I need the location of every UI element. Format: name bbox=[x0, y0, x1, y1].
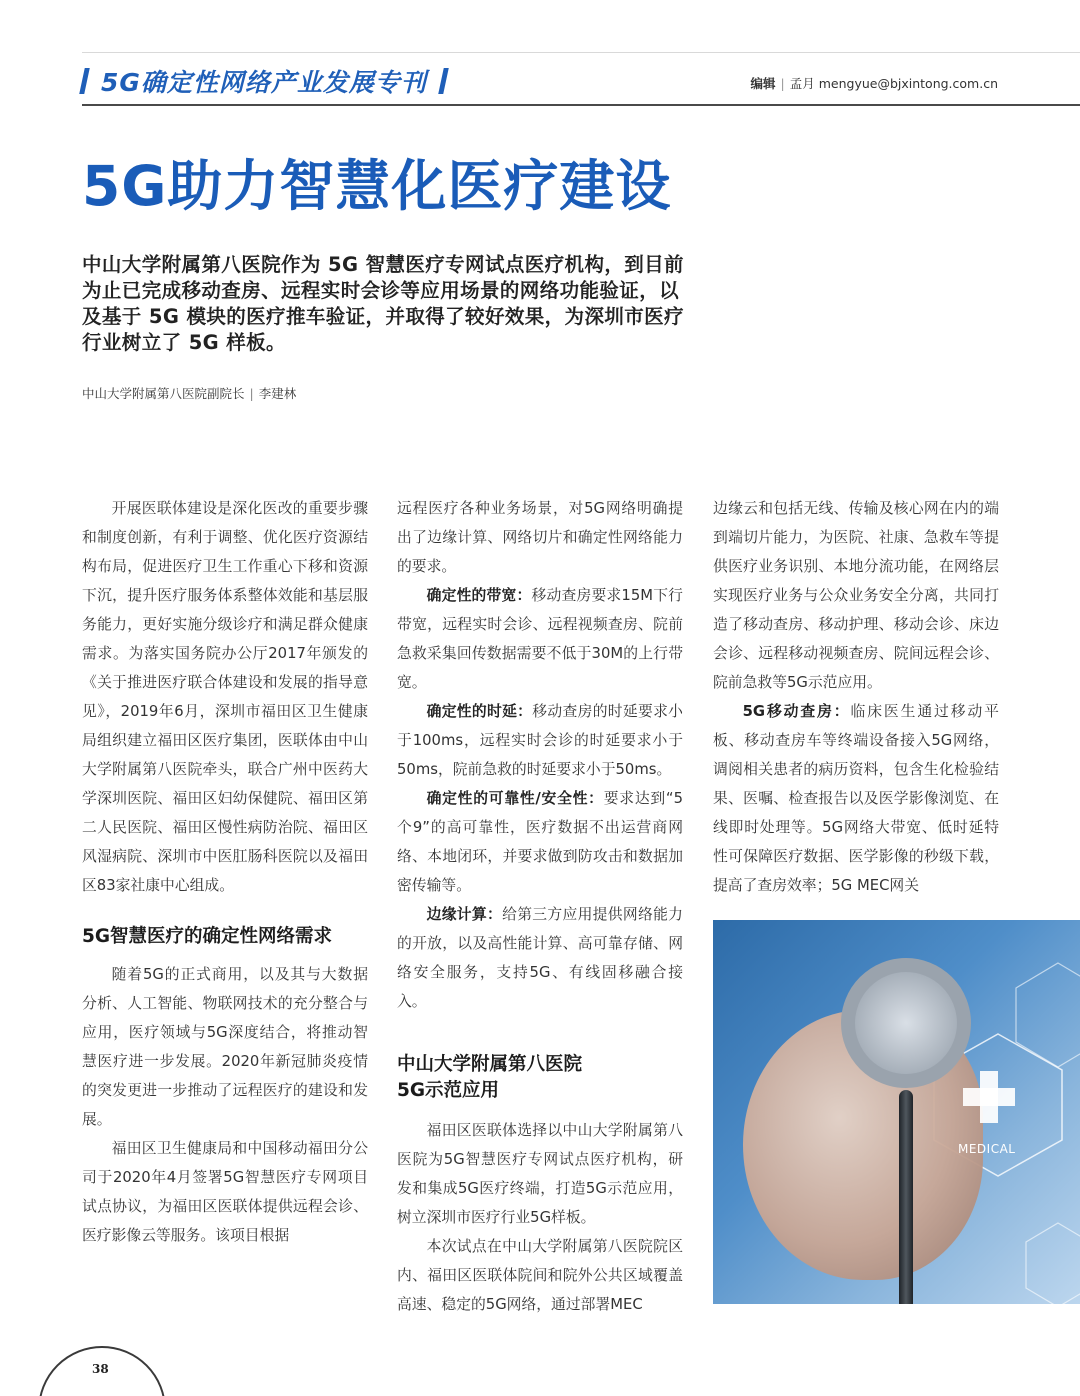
byline-role: 中山大学附属第八医院副院长 bbox=[82, 386, 245, 401]
paragraph bbox=[397, 900, 683, 1016]
keyword: 确定性的带宽： bbox=[426, 587, 532, 604]
paragraph-text: 要求达到“5个9”的高可靠性，医疗数据不出运营商网络、本地闭环，并要求做到防攻击和数据加密传输等。 bbox=[397, 790, 683, 894]
paragraph: 远程医疗各种业务场景，对5G网络明确提出了边缘计算、网络切片和确定性网络能力的要求。 bbox=[397, 500, 683, 575]
paragraph: 随着5G的正式商用，以及其与大数据分析、人工智能、物联网技术的充分整合与应用，医疗领域与5G深度结合，将推动智慧医疗进一步发展。2020年新冠肺炎疫情的突发更进一步推动了远程医疗的建设和发展。 bbox=[82, 966, 368, 1128]
paragraph-text: 临床医生通过移动平板、移动查房车等终端设备接入5G网络，调阅相关患者的病历资料，包含生化检验结果、医嘱、检查报告以及医学影像浏览、在线即时处理等。5G网络大带宽、低时延特性可保障医疗数据、医学影像的秒级下载，提高了查房效率；5G MEC网关 bbox=[713, 703, 999, 894]
paragraph: 开展医联体建设是深化医改的重要步骤和制度创新，有利于调整、优化医疗资源结构布局，促进医疗卫生工作重心下移和资源下沉，提升医疗服务体系整体效能和基层服务能力，更好实施分级诊疗和满足群众健康需求。为落实国务院办公厅2017年颁发的《关于推进医疗联合体建设和发展的指导意见》，2019年6月，深圳市福田区卫生健康局组织建立福田区医疗集团，医联体由中山大学附属第八医院牵头，联合广州中医药大学深圳医院、福田区妇幼保健院、福田区第二人民医院、福田区慢性病防治院、福田区风湿病院、深圳市中医肛肠科医院以及福田区83家社康中心组成。 bbox=[82, 500, 368, 894]
paragraph: 福田区卫生健康局和中国移动福田分公司于2020年4月签署5G智慧医疗专网项目试点协议，为福田区医联体提供远程会诊、医疗影像云等服务。该项目根据 bbox=[82, 1140, 368, 1244]
series-bar-right bbox=[438, 68, 449, 94]
series-bar-left bbox=[79, 68, 90, 94]
stethoscope-photo bbox=[713, 920, 1080, 1304]
series-title: 5G确定性网络产业发展专刊 bbox=[101, 68, 427, 97]
paragraph bbox=[397, 697, 683, 784]
article-lead: 中山大学附属第八医院作为 5G 智慧医疗专网试点医疗机构，到目前为止已完成移动查房、远程实时会诊等应用场景的网络功能验证，以及基于 5G 模块的医疗推车验证，并取得了较好效果，为深圳市医疗行业树立了 5G 样板。 bbox=[82, 253, 684, 354]
paragraph: 福田区医联体选择以中山大学附属第八医院为5G智慧医疗专网试点医疗机构，研发和集成5G医疗终端，打造5G示范应用，树立深圳市医疗行业5G样板。 bbox=[397, 1122, 683, 1226]
editor-label: 编辑 bbox=[750, 76, 776, 91]
paragraph bbox=[397, 784, 683, 900]
hexagon-outline-icon bbox=[1013, 960, 1080, 1070]
keyword: 边缘计算： bbox=[426, 906, 503, 923]
byline-name: 李建林 bbox=[258, 386, 297, 401]
paragraph bbox=[397, 581, 683, 697]
keyword: 5G移动查房： bbox=[742, 703, 851, 720]
section-heading: 5G智慧医疗的确定性网络需求 bbox=[82, 926, 333, 947]
section-heading-line-1: 中山大学附属第八医院 bbox=[397, 1054, 583, 1075]
paragraph: 边缘云和包括无线、传输及核心网在内的端到端切片能力，为医院、社康、急救车等提供医疗业务识别、本地分流功能，在网络层实现医疗业务与公众业务安全分离，共同打造了移动查房、移动护理、移动会诊、床边会诊、远程移动视频查房、院间远程会诊、院前急救等5G示范应用。 bbox=[713, 500, 999, 691]
editor-email[interactable]: mengyue@bjxintong.com.cn bbox=[818, 76, 998, 91]
keyword: 确定性的时延： bbox=[426, 703, 533, 720]
column-2 bbox=[397, 494, 683, 1319]
editor-name: 孟月 bbox=[789, 76, 815, 91]
keyword: 确定性的可靠性/安全性： bbox=[426, 790, 604, 807]
stethoscope-tube bbox=[899, 1090, 913, 1304]
stethoscope-head bbox=[841, 958, 971, 1088]
paragraph bbox=[713, 697, 999, 900]
hexagon-outline-icon bbox=[1023, 1220, 1080, 1304]
paragraph-text: 给第三方应用提供网络能力的开放，以及高性能计算、高可靠存储、网络安全服务，支持5G、有线固移融合接入。 bbox=[397, 906, 683, 1010]
top-rule bbox=[82, 52, 1080, 53]
medical-label: MEDICAL bbox=[958, 1142, 1016, 1156]
page-number: 38 bbox=[92, 1362, 109, 1376]
paragraph: 本次试点在中山大学附属第八医院院区内、福田区医联体院间和院外公共区域覆盖高速、稳定的5G网络，通过部署MEC bbox=[397, 1238, 683, 1313]
paragraph-text: 移动查房要求15M下行带宽，远程实时会诊、远程视频查房、院前急救采集回传数据需要不低于30M的上行带宽。 bbox=[397, 587, 683, 691]
editor-credit bbox=[750, 74, 998, 92]
header-rule bbox=[82, 104, 1080, 106]
article-title: 5G助力智慧化医疗建设 bbox=[82, 154, 672, 218]
column-1 bbox=[82, 494, 368, 1250]
column-3 bbox=[713, 494, 999, 900]
byline bbox=[82, 384, 296, 402]
medical-cross-icon-bar bbox=[963, 1088, 1015, 1106]
byline-separator: | bbox=[249, 386, 254, 401]
section-heading-line-2: 5G示范应用 bbox=[397, 1080, 500, 1101]
editor-separator: | bbox=[780, 76, 785, 91]
series-banner bbox=[82, 64, 446, 98]
paragraph-text: 移动查房的时延要求小于100ms，远程实时会诊的时延要求小于50ms，院前急救的时延要求小于50ms。 bbox=[397, 703, 683, 778]
